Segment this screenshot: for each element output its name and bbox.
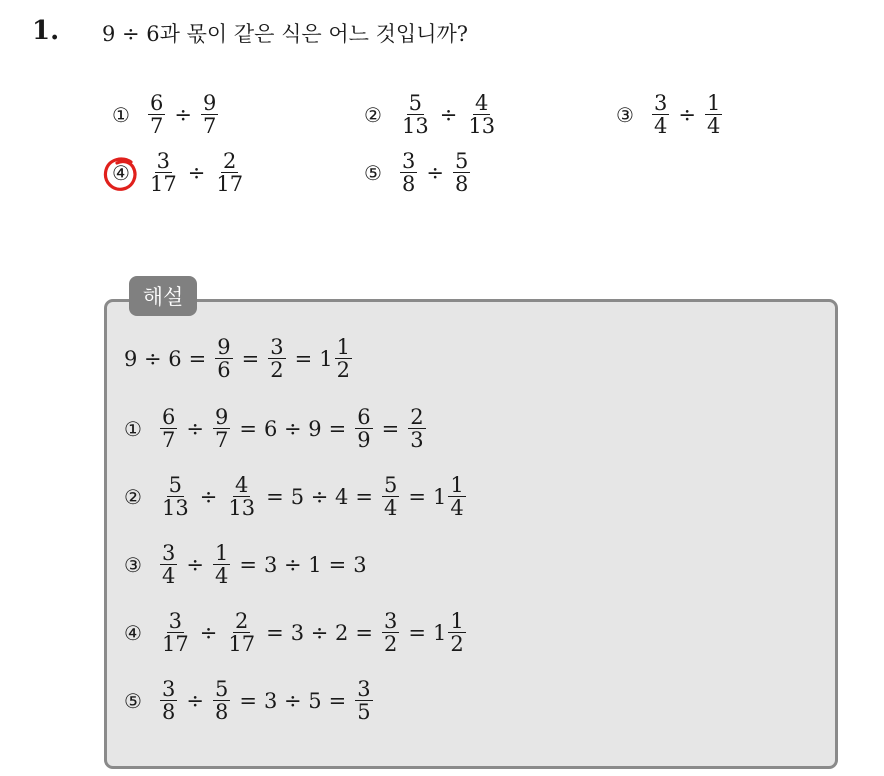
fraction: $\frac{2}{17}$ <box>228 609 256 657</box>
equals-sign: = <box>328 552 347 577</box>
choice-mark: ② <box>124 484 142 509</box>
fraction: $\frac{6}{7}$ <box>150 91 164 139</box>
divide-sign: ÷ <box>678 102 696 127</box>
choice-3[interactable] <box>616 92 724 137</box>
division: 3 ÷ 2 <box>290 620 349 645</box>
choice-mark: ⑤ <box>124 688 142 713</box>
choice-1[interactable] <box>112 92 220 137</box>
fraction: $\frac{3}{4}$ <box>654 91 668 139</box>
fraction: $\frac{3}{2}$ <box>383 609 398 657</box>
fraction: $\frac{5}{4}$ <box>383 473 398 521</box>
choice-mark: ① <box>112 102 130 127</box>
fraction: $\frac{1}{4}$ <box>214 541 229 589</box>
expression: 9 ÷ 6 <box>124 346 182 371</box>
fraction: $\frac{1}{4}$ <box>706 91 721 139</box>
solution-line-5 <box>124 678 375 723</box>
question-text: 9 ÷ 6과 몫이 같은 식은 어느 것입니까? <box>102 22 469 46</box>
fraction: $\frac{9}{7}$ <box>214 405 229 453</box>
answer-circle-icon <box>101 154 141 194</box>
mixed-number: 1 $\frac{1}{4}$ <box>432 473 464 521</box>
choice-mark: ② <box>364 102 382 127</box>
divide-sign: ÷ <box>199 620 218 645</box>
solution-intro <box>124 336 354 381</box>
fraction: $\frac{3}{4}$ <box>162 541 176 589</box>
equals-sign: = <box>328 688 347 713</box>
mixed-number: 1 $\frac{1}{2}$ <box>319 335 350 383</box>
division: 3 ÷ 5 <box>263 688 322 713</box>
choice-2[interactable] <box>364 92 499 137</box>
equals-sign: = <box>239 688 257 713</box>
choice-mark: ④ <box>112 160 130 185</box>
equals-sign: = <box>355 484 373 509</box>
fraction: $\frac{3}{2}$ <box>270 335 284 383</box>
equals-sign: = <box>408 620 426 645</box>
division: 3 ÷ 1 <box>263 552 322 577</box>
fraction: $\frac{2}{3}$ <box>410 405 424 453</box>
equals-sign: = <box>188 346 207 371</box>
divide-sign: ÷ <box>439 102 458 127</box>
solution-tag: 해설 <box>129 276 197 316</box>
equals-sign: = <box>328 416 347 441</box>
divide-sign: ÷ <box>426 160 444 185</box>
fraction: $\frac{3}{5}$ <box>357 677 371 725</box>
fraction: $\frac{5}{13}$ <box>402 91 429 139</box>
division: 6 ÷ 9 <box>263 416 322 441</box>
solution-line-4 <box>124 610 468 655</box>
fraction: $\frac{4}{13}$ <box>228 473 256 521</box>
equals-sign: = <box>381 416 400 441</box>
divide-sign: ÷ <box>186 416 204 441</box>
choice-mark: ③ <box>124 552 142 577</box>
fraction: $\frac{9}{7}$ <box>202 91 217 139</box>
equals-sign: = <box>408 484 426 509</box>
choice-mark: ④ <box>124 620 142 645</box>
equals-sign: = <box>241 346 260 371</box>
divide-sign: ÷ <box>174 102 192 127</box>
mixed-number: 1 $\frac{1}{2}$ <box>432 609 464 657</box>
divide-sign: ÷ <box>187 160 206 185</box>
fraction: $\frac{4}{13}$ <box>468 91 496 139</box>
fraction: $\frac{5}{8}$ <box>454 149 469 197</box>
equals-sign: = <box>294 346 313 371</box>
fraction: $\frac{2}{17}$ <box>216 149 244 197</box>
choice-mark: ③ <box>616 102 634 127</box>
divide-sign: ÷ <box>199 484 218 509</box>
fraction: $\frac{5}{13}$ <box>162 473 189 521</box>
solution-line-1 <box>124 406 428 451</box>
choice-5[interactable] <box>364 150 472 195</box>
equals-sign: = <box>239 552 257 577</box>
fraction: $\frac{3}{8}$ <box>162 677 176 725</box>
divide-sign: ÷ <box>186 552 204 577</box>
equals-sign: = <box>239 416 257 441</box>
equals-sign: = <box>266 484 284 509</box>
result: 3 <box>353 552 367 577</box>
fraction: $\frac{6}{7}$ <box>162 405 176 453</box>
fraction: $\frac{3}{17}$ <box>162 609 189 657</box>
choice-mark: ⑤ <box>364 160 382 185</box>
solution-line-2 <box>124 474 468 519</box>
question-number: 1. <box>32 16 60 46</box>
fraction: $\frac{3}{8}$ <box>402 149 416 197</box>
division: 5 ÷ 4 <box>290 484 349 509</box>
solution-line-3 <box>124 542 367 587</box>
fraction: $\frac{3}{17}$ <box>150 149 177 197</box>
fraction: $\frac{6}{9}$ <box>357 405 371 453</box>
divide-sign: ÷ <box>186 688 204 713</box>
fraction: $\frac{5}{8}$ <box>214 677 229 725</box>
fraction: $\frac{9}{6}$ <box>217 335 231 383</box>
equals-sign: = <box>355 620 373 645</box>
equals-sign: = <box>266 620 284 645</box>
choice-mark: ① <box>124 416 142 441</box>
